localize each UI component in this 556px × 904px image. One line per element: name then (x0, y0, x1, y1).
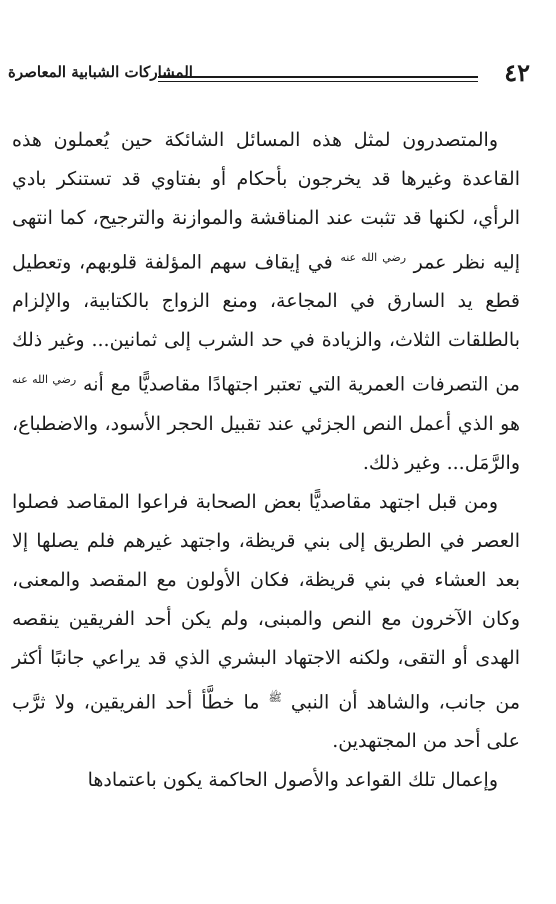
paragraph-text: في إيقاف سهم المؤلفة قلوبهم، وتعطيل قطع يد السارق في المجاعة، ومنع الزواج بالكتابية، والإلزام بالطلقات الثلاث، والزيادة في حد الشرب إلى ثمانين... وغير ذلك من التصرفات العمرية التي تعتبر اجتهادًا مقاصديًّا مع أنه (12, 251, 520, 396)
paragraph (12, 121, 520, 483)
honorific-mark: رضي الله عنه (12, 373, 77, 387)
header-rule (158, 76, 478, 78)
paragraph-text: هو الذي أعمل النص الجزئي عند تقبيل الحجر الأسود، والاضطباع، والرَّمَل... وغير ذلك. (12, 412, 520, 474)
honorific-mark: رضي الله عنه (340, 251, 407, 264)
running-header (8, 58, 530, 88)
running-title: المشاركات الشبابية المعاصرة (8, 63, 193, 81)
page-number: ٤٢ (504, 58, 530, 87)
paragraph-text: والمتصدرون لمثل هذه المسائل الشائكة حين يُعملون هذه القاعدة وغيرها قد يخرجون بأحكام أو بفتاوي قد تستنكر بادي الرأي، لكنها قد تثبت عند المناقشة والموازنة والترجيح، كما انتهى إليه نظر عمر (12, 129, 520, 274)
paragraph (12, 483, 520, 761)
paragraph-text: ومن قبل اجتهد مقاصديًّا بعض الصحابة فراعوا المقاصد فصلوا العصر في الطريق إلى بني قريظة، واجتهد غيرهم فلم يصلها إلا بعد العشاء في بني قريظة، فكان الأولون مع المقصد والمعنى، وكان الآخرون مع النص والمبنى، ولم يكن أحد الفريقين ينقصه الهدى أو التقى، ولكنه الاجتهاد البشري الذي قد يراعي جانبًا أكثر من جانب، والشاهد أن النبي (12, 490, 520, 713)
header-rule-thin (158, 81, 478, 82)
paragraph (12, 761, 520, 800)
paragraph-text: ما خطَّأ أحد الفريقين، ولا ثرَّب على أحد من المجتهدين. (12, 690, 520, 752)
body-text (12, 121, 520, 800)
paragraph-text: وإعمال تلك القواعد والأصول الحاكمة يكون باعتمادها (87, 768, 498, 791)
honorific-mark: ﷺ (268, 690, 282, 704)
